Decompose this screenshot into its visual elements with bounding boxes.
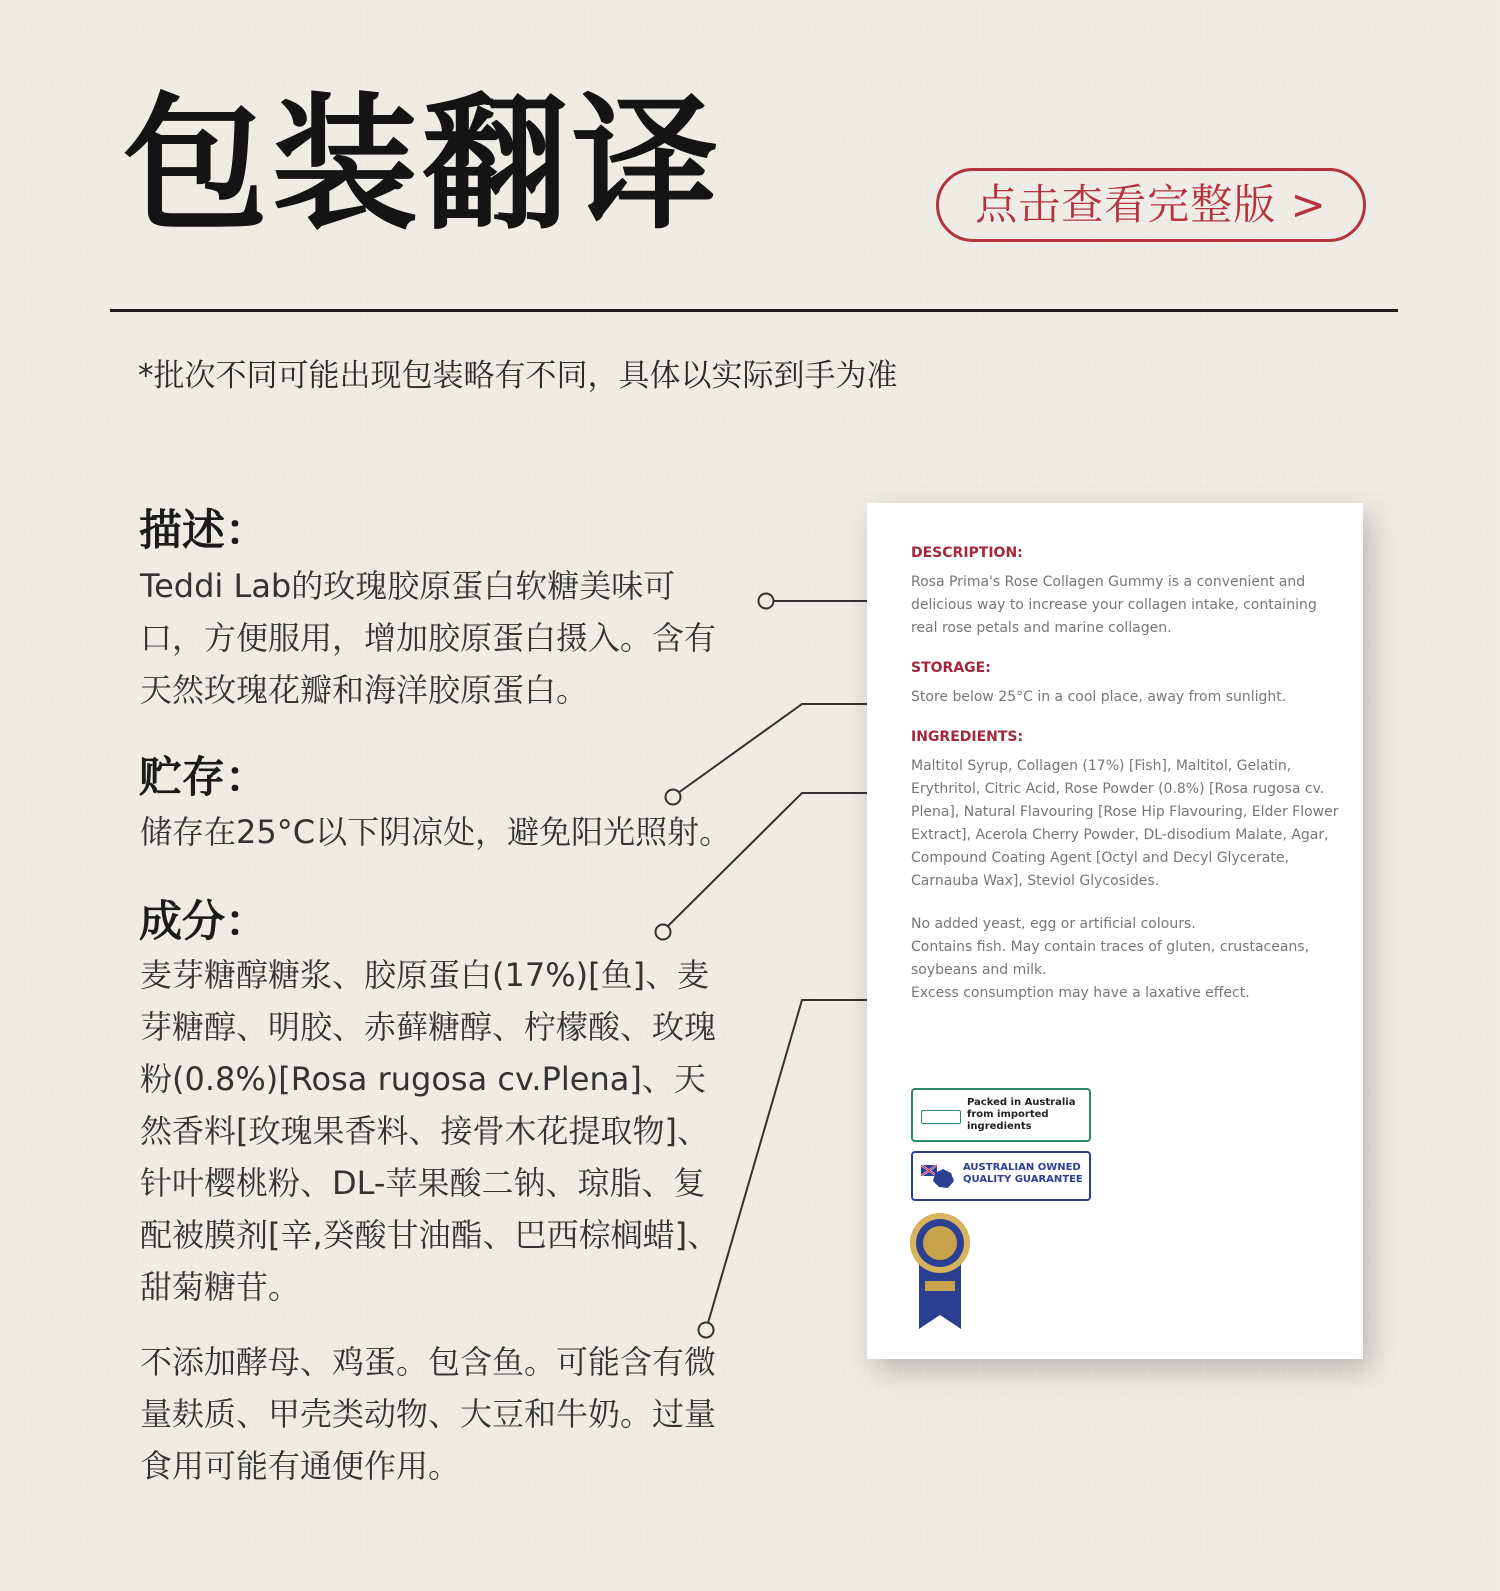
label-allergen-line: Contains fish. May contain traces of gluten, crustaceans, soybeans and milk. xyxy=(911,939,1310,978)
label-description-heading: DESCRIPTION: xyxy=(911,545,1023,561)
label-storage-text: Store below 25°C in a cool place, away from sunlight. xyxy=(911,689,1287,705)
view-full-version-button[interactable]: 点击查看完整版 > xyxy=(936,168,1366,242)
australian-badge-text: AUSTRALIAN OWNED QUALITY GUARANTEE xyxy=(963,1162,1083,1185)
ingredients-connector-dot xyxy=(656,925,671,940)
australia-map-icon xyxy=(921,1161,955,1191)
packed-badge-text: Packed in Australia from imported ingredients xyxy=(967,1097,1076,1132)
storage-connector-dot xyxy=(666,790,681,805)
label-allergen-line: Excess consumption may have a laxative effect. xyxy=(911,985,1250,1001)
packed-in-australia-badge xyxy=(911,1088,1091,1142)
page-title: 包装翻译 xyxy=(122,80,722,250)
package-label-image xyxy=(867,503,1363,1359)
label-ingredients-text: Maltitol Syrup, Collagen (17%) [Fish], Maltitol, Gelatin, Erythritol, Citric Acid, Rose Powder (0.8%) [Rosa rugosa cv. Plena], Natural Flavouring [Rose Hip Flavouring, Elder Flower Extract], Acerola Cherry Powder, DL-disodium Malate, Agar, Compound Coating Agent [Octyl and Decyl Glycerate, Carnauba Wax], Steviol Glycosides. xyxy=(911,758,1339,889)
australian-owned-badge xyxy=(911,1151,1091,1201)
description-heading: 描述： xyxy=(139,506,268,556)
description-text: Teddi Lab的玫瑰胶原蛋白软糖美味可口，方便服用，增加胶原蛋白摄入。含有天然玫瑰花瓣和海洋胶原蛋白。 xyxy=(140,567,717,709)
label-storage-heading: STORAGE: xyxy=(911,660,991,676)
allergen-text: 不添加酵母、鸡蛋。包含鱼。可能含有微量麸质、甲壳类动物、大豆和牛奶。过量食用可能有通便作用。 xyxy=(140,1343,717,1485)
packaging-note: *批次不同可能出现包装略有不同，具体以实际到手为准 xyxy=(138,358,898,394)
allergen-connector-dot xyxy=(699,1323,714,1338)
bar-graph-icon xyxy=(921,1110,961,1124)
label-description-text: Rosa Prima's Rose Collagen Gummy is a convenient and delicious way to increase your collagen intake, containing real rose petals and marine collagen. xyxy=(911,574,1317,636)
label-ingredients-heading: INGREDIENTS: xyxy=(911,729,1024,745)
label-allergen-line: No added yeast, egg or artificial colours. xyxy=(911,916,1196,932)
storage-heading: 贮存： xyxy=(139,753,268,803)
ingredients-heading: 成分： xyxy=(139,897,268,947)
storage-text: 储存在25°C以下阴凉处，避免阳光照射。 xyxy=(140,813,732,851)
ingredients-text: 麦芽糖醇糖浆、胶原蛋白(17%)[鱼]、麦芽糖醇、明胶、赤藓糖醇、柠檬酸、玫瑰粉(0.8%)[Rosa rugosa cv.Plena]、天然香料[玫瑰果香料、接骨木花提取物]、针叶樱桃粉、DL-苹果酸二钠、琼脂、复配被膜剂[辛,癸酸甘油酯、巴西棕榈蜡]、甜菊糖苷。 xyxy=(140,956,720,1306)
award-ribbon-icon xyxy=(907,1211,973,1331)
description-connector-dot xyxy=(759,594,774,609)
